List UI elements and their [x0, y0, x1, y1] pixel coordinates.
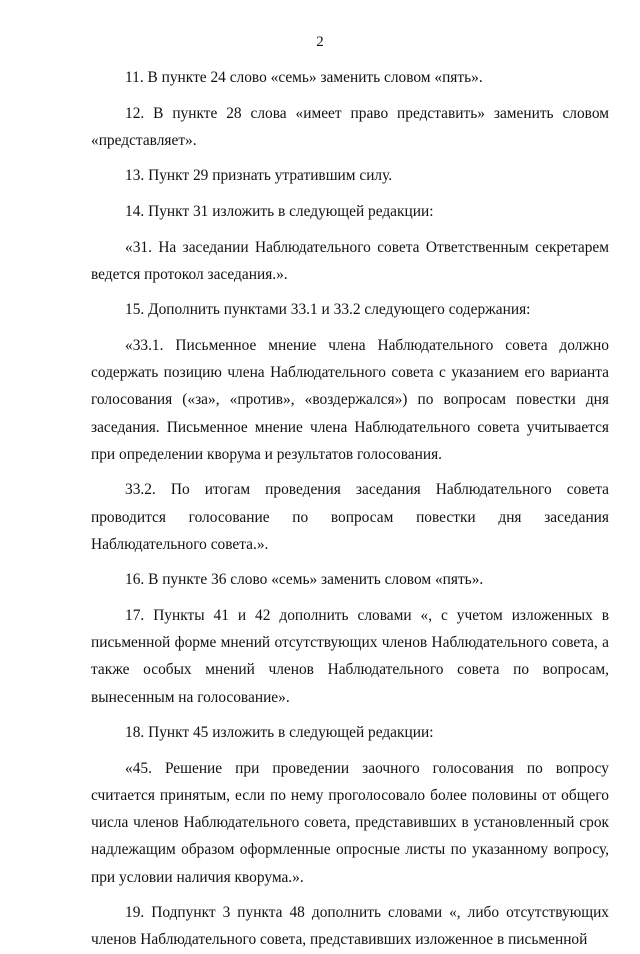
paragraph-quote-31: «31. На заседании Наблюдательного совета Ответственным секретарем ведется протокол заседания.». [91, 238, 609, 283]
page-number: 2 [316, 34, 324, 50]
document-body [91, 64, 609, 954]
paragraph-quote-33-2: 33.2. По итогам проведения заседания Наблюдательного совета проводится голосование по вопросам повестки дня заседания Наблюдательного совета.». [91, 481, 609, 553]
paragraph-quote-45: «45. Решение при проведении заочного голосования по вопросу считается принятым, если по нему проголосовало более половины от общего числа членов Наблюдательного совета, представивших в установленный срок надлежащим образом оформленные опросные листы по указанному вопросу, при условии наличия кворума.». [91, 759, 609, 886]
paragraph-item-15: 15. Дополнить пунктами 33.1 и 33.2 следующего содержания: [125, 301, 531, 319]
paragraph-item-19: 19. Подпункт 3 пункта 48 дополнить словами «, либо отсутствующих членов Наблюдательного совета, представивших изложенное в письменной [91, 904, 609, 949]
paragraph-item-17: 17. Пункты 41 и 42 дополнить словами «, с учетом изложенных в письменной форме мнений отсутствующих членов Наблюдательного совета, а также особых мнений членов Наблюдательного совета по вопросам, вынесенным на голосование». [91, 606, 609, 706]
paragraph-item-12: 12. В пункте 28 слова «имеет право представить» заменить словом «представляет». [91, 104, 609, 149]
paragraph-item-11: 11. В пункте 24 слово «семь» заменить словом «пять». [125, 69, 483, 86]
paragraph-item-13: 13. Пункт 29 признать утратившим силу. [125, 167, 393, 185]
paragraph-item-18: 18. Пункт 45 изложить в следующей редакции: [125, 724, 434, 742]
paragraph-item-16: 16. В пункте 36 слово «семь» заменить словом «пять». [125, 571, 484, 589]
paragraph-quote-33-1: «33.1. Письменное мнение члена Наблюдательного совета должно содержать позицию члена Наблюдательного совета с указанием его варианта голосования («за», «против», «воздержался») по вопросам повестки дня заседания. Письменное мнение члена Наблюдательного совета учитывается при определении кворума и результатов голосования. [91, 336, 609, 463]
paragraph-item-14: 14. Пункт 31 изложить в следующей редакции: [125, 202, 434, 220]
